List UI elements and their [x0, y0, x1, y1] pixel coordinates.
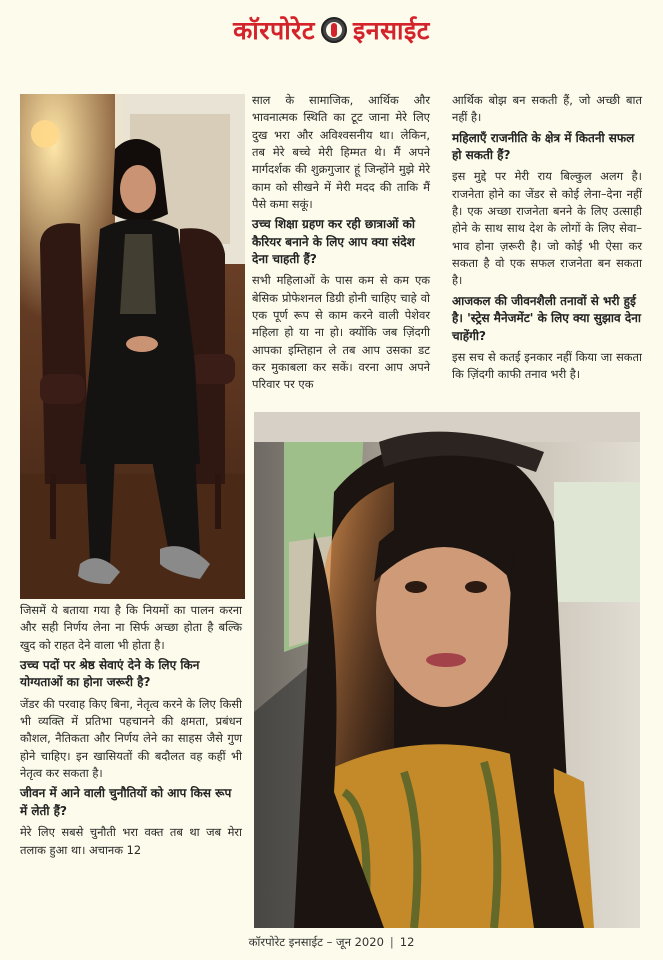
- question-heading: उच्च शिक्षा ग्रहण कर रही छात्राओं को कैरियर बनाने के लिए आप क्या संदेश देना चाहती हैं?: [252, 217, 415, 267]
- masthead-word-1: कॉरपोरेट: [233, 16, 315, 45]
- paragraph: इस सच से कतई इनकार नहीं किया जा सकता कि ज़िंदगी काफी तनाव भरी है।: [452, 349, 642, 382]
- masthead-word-2: इनसाईट: [353, 16, 430, 45]
- masthead-logo-icon: [321, 17, 347, 43]
- masthead: [0, 8, 663, 52]
- paragraph: जिसमें ये बताया गया है कि नियमों का पालन करना और सही निर्णय लेना ना सिर्फ अच्छा होता है बल्कि खुद को राहत देने वाला भी होता है।: [20, 603, 242, 652]
- question-heading: उच्च पदों पर श्रेष्ठ सेवाएं देने के लिए किन योग्यताओं का होना जरूरी है?: [20, 657, 200, 690]
- page-number: 12: [399, 935, 415, 949]
- selfie-photo-car-image: [254, 412, 640, 928]
- portrait-photo-seated-image: [20, 94, 245, 599]
- question-heading: आजकल की जीवनशैली तनावों से भरी हुई है। 'स्ट्रेस मैनेजमेंट' के लिए क्या सुझाव देना चाहेंगी?: [452, 293, 641, 343]
- paragraph: साल के सामाजिक, आर्थिक और भावनात्मक स्थिति का टूट जाना मेरे लिए दुख भरा और अविश्वसनीय था। लेकिन, तब मेरे बच्चे मेरी हिम्मत थे। मैं अपने मार्गदर्शक की शुक्रगुजार हूं जिन्होंने मुझे मेरे काम को सीखने में मेरी मदद की ताकि मैं पैसे कमा सकूं।: [252, 93, 430, 211]
- question-heading: महिलाएँ राजनीति के क्षेत्र में कितनी सफल हो सकती हैं?: [452, 130, 635, 163]
- paragraph: जेंडर की परवाह किए बिना, नेतृत्व करने के लिए किसी भी व्यक्ति में प्रतिभा पहचानने की क्षमता, प्रबंधन कौशल, नैतिकता और निर्णय लेने का साहस जैसे गुण होने चाहिए। इन खासियतों की बदौलत वह कहीं भी नेतृत्व कर सकता है।: [20, 696, 242, 781]
- text-column-middle: [252, 92, 430, 397]
- text-column-right: [452, 92, 642, 387]
- paragraph: इस मुद्दे पर मेरी राय बिल्कुल अलग है। राजनेता होने का जेंडर से कोई लेना–देना नहीं है। एक अच्छा राजनेता बनने के लिए उत्साही होने के साथ साथ देश के लोगों के लिए सेवा–भाव होना ज़रूरी है। जो कोई भी ऐसा कर सकता है वो एक सफल राजनेता बन सकता है।: [452, 169, 642, 288]
- selfie-photo-car: [254, 412, 640, 928]
- text-column-left: [20, 602, 242, 862]
- paragraph: मेरे लिए सबसे चुनौती भरा वक्त तब था जब मेरा तलाक हुआ था। अचानक 12: [20, 825, 242, 857]
- paragraph: सभी महिलाओं के पास कम से कम एक बेसिक प्रोफेशनल डिग्री होनी चाहिए चाहे वो एक पूर्ण रूप से काम करने वाली पेशेवर महिला हो या ना हो। क्योंकि जब ज़िंदगी आपका इम्तिहान ले तब आप उसका डट कर मुकाबला कर सकें। वरना आप अपने परिवार पर एक: [252, 273, 430, 392]
- paragraph: आर्थिक बोझ बन सकती हैं, जो अच्छी बात नहीं है।: [452, 93, 642, 125]
- footer-separator: |: [389, 935, 394, 949]
- page-footer: [0, 931, 663, 953]
- footer-issue: कॉरपोरेट इनसाईट – जून 2020: [248, 934, 384, 949]
- question-heading: जीवन में आने वाली चुनौतियों को आप किस रूप में लेती हैं?: [20, 786, 232, 818]
- portrait-photo-seated: [20, 94, 245, 599]
